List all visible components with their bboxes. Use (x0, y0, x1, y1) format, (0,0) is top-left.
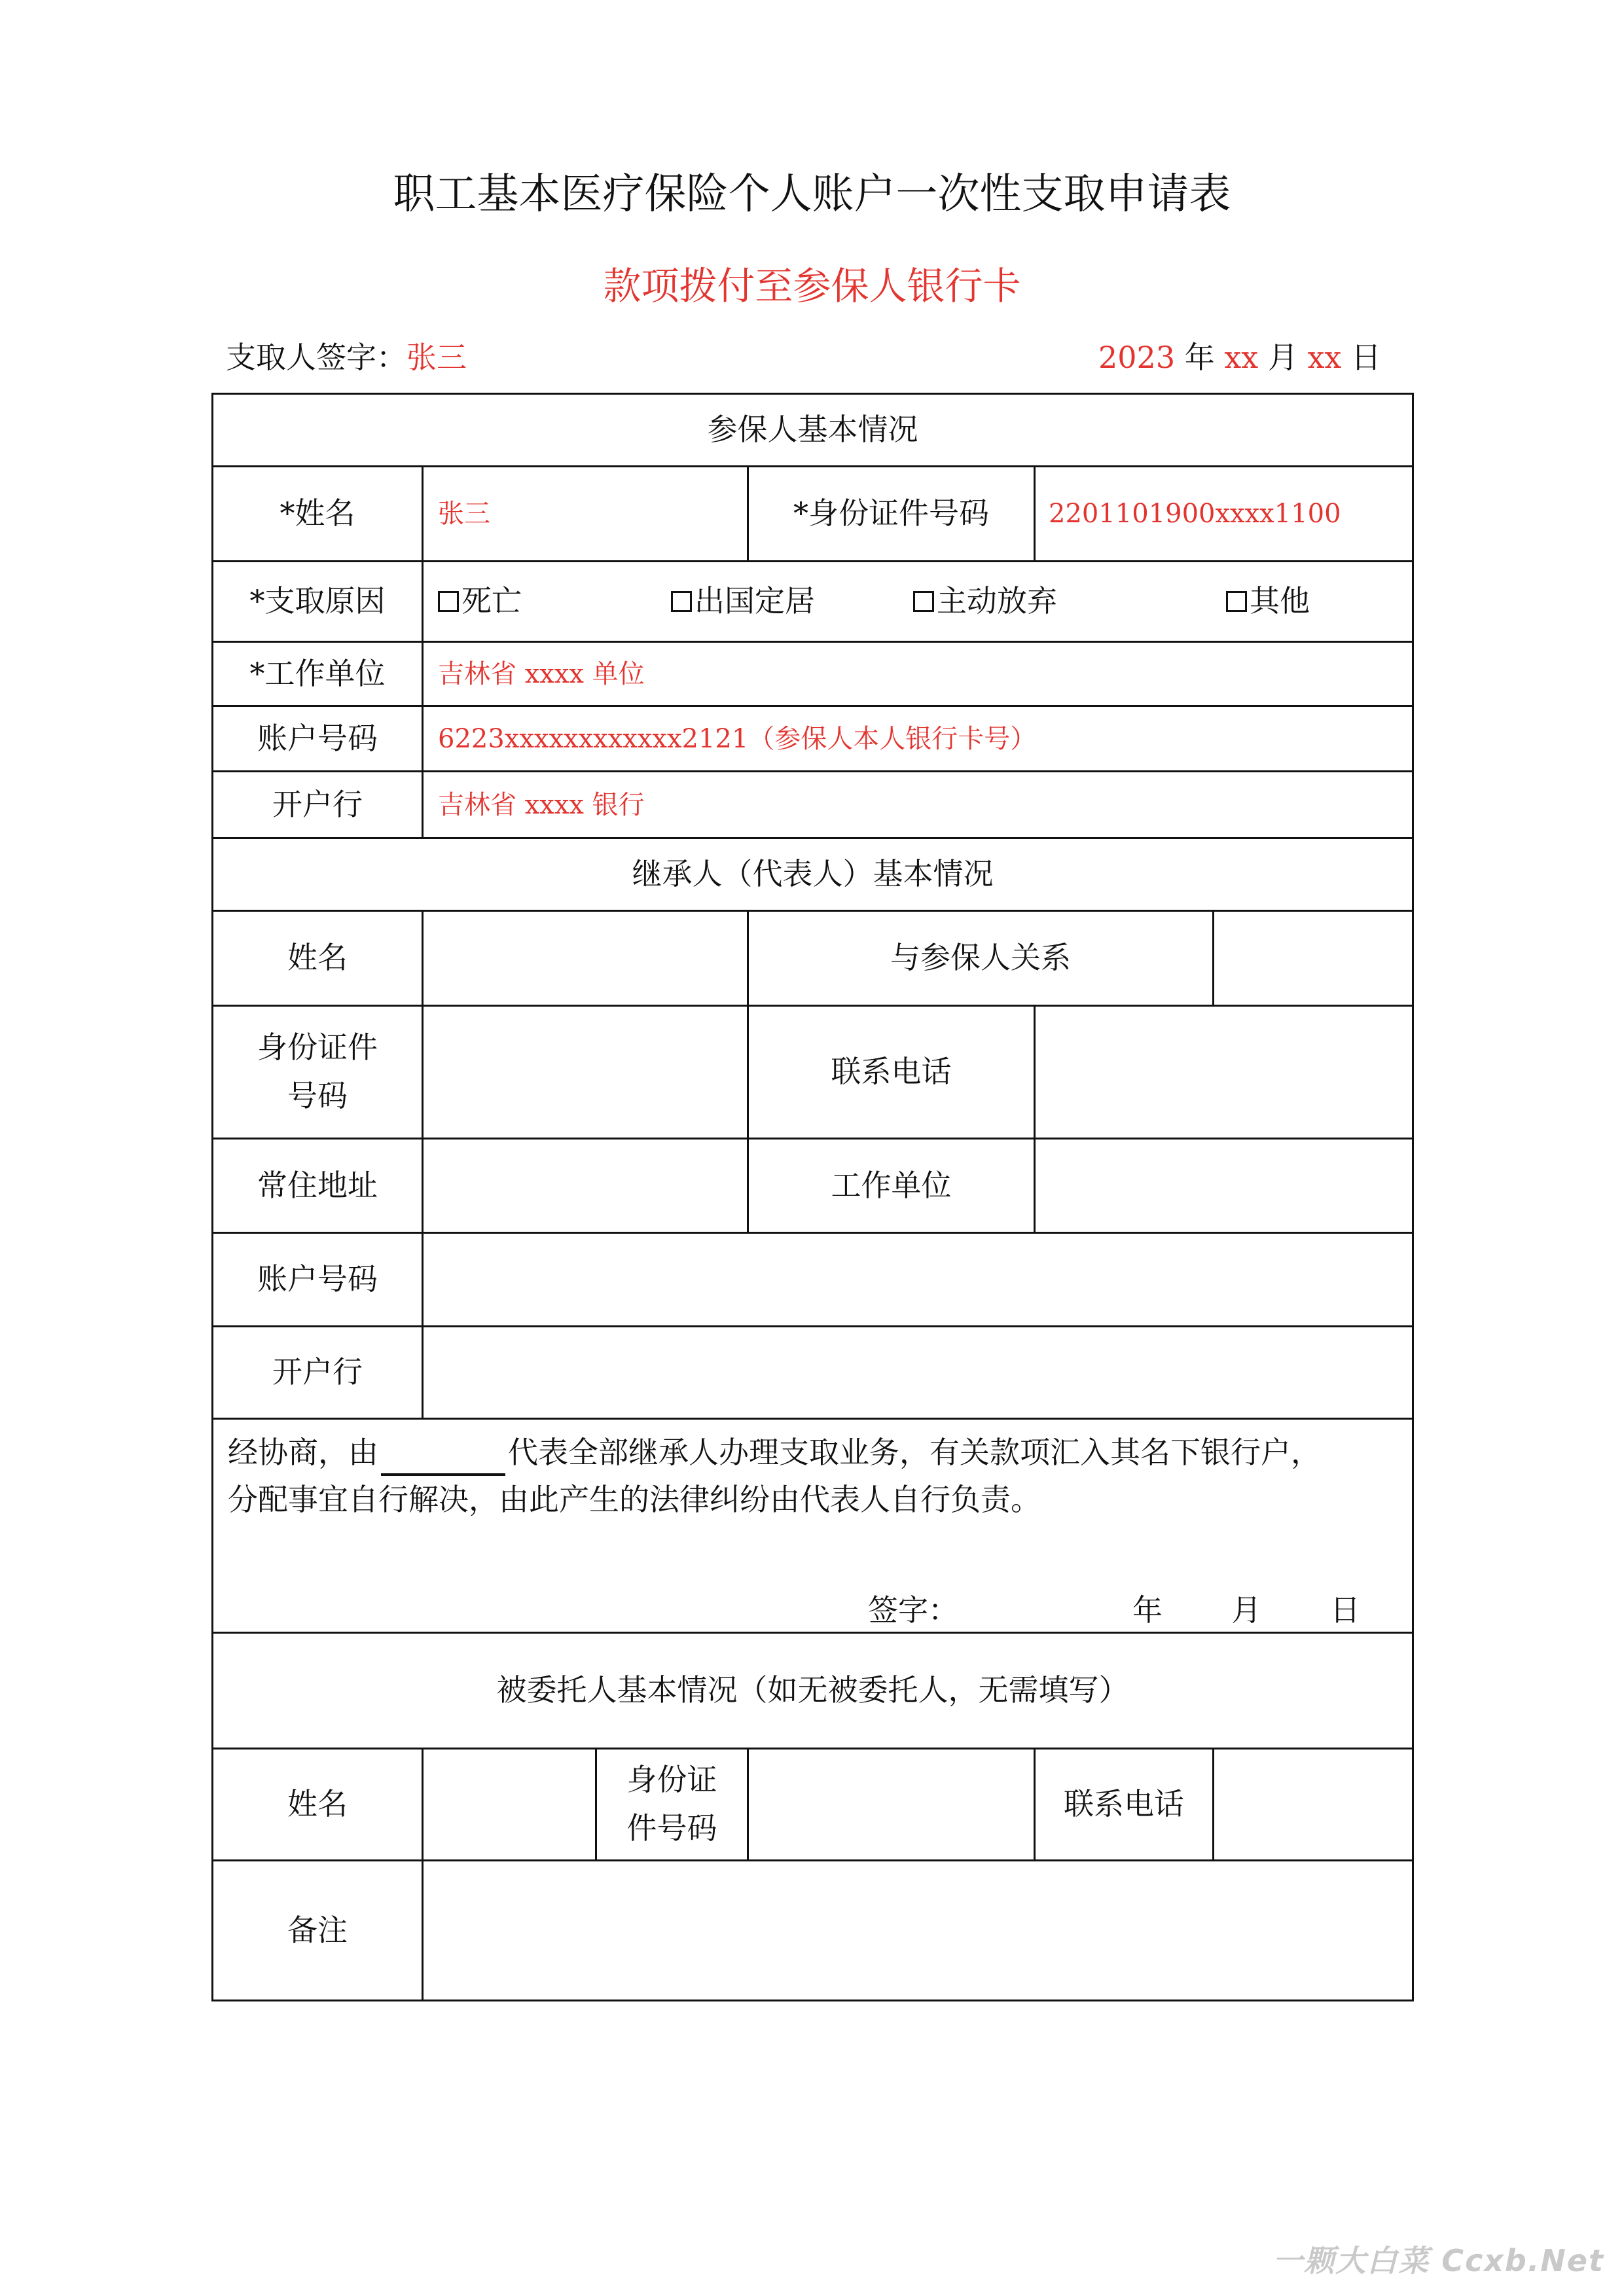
signer-label: 支取人签字： (226, 340, 406, 375)
heir-work-field[interactable] (1036, 1139, 1412, 1234)
reason-label: *支取原因 (213, 562, 424, 643)
heir-name-label: 姓名 (213, 912, 424, 1007)
insured-id-field[interactable]: 2201101900xxxx1100 (1036, 467, 1412, 562)
trustee-id-label-line2: 件号码 (626, 1810, 717, 1846)
bank-label: 开户行 (213, 772, 424, 839)
heir-id-label-line1: 身份证件 (257, 1030, 378, 1066)
watermark: 一颗大白菜 Ccxb.Net (1272, 2243, 1604, 2278)
date-day-value: xx (1307, 340, 1342, 375)
checkbox-icon[interactable] (671, 591, 692, 612)
reason-option-emigrate[interactable] (671, 562, 815, 641)
trustee-phone-field[interactable] (1214, 1749, 1412, 1861)
agreement-year-label: 年 (1132, 1592, 1163, 1628)
sign-date (1098, 334, 1381, 377)
signer-name: 张三 (406, 340, 467, 375)
signer-block (226, 334, 467, 377)
date-month-label: 月 (1267, 340, 1298, 375)
heir-id-field[interactable] (424, 1007, 749, 1139)
insured-id-label: *身份证件号码 (749, 467, 1036, 562)
heir-work-label: 工作单位 (749, 1139, 1036, 1234)
heir-name-field[interactable] (424, 912, 749, 1007)
application-form (211, 393, 1414, 2001)
bank-field[interactable]: 吉林省 xxxx 银行 (424, 772, 1412, 839)
date-day-label: 日 (1351, 340, 1381, 375)
heir-phone-field[interactable] (1036, 1007, 1412, 1139)
heir-bank-label: 开户行 (213, 1327, 424, 1420)
heir-phone-label: 联系电话 (749, 1007, 1036, 1139)
agreement-paragraph (213, 1420, 1412, 1634)
agreement-text-before: 经协商，由 (228, 1435, 378, 1470)
heir-relation-label: 与参保人关系 (749, 912, 1214, 1007)
agreement-day-label: 日 (1330, 1592, 1360, 1628)
heir-id-label-line2: 号码 (287, 1078, 348, 1113)
insured-name-label: *姓名 (213, 467, 424, 562)
trustee-phone-label: 联系电话 (1036, 1749, 1214, 1861)
heir-section-title: 继承人（代表人）基本情况 (213, 839, 1412, 912)
reason-option-label: 出国定居 (695, 583, 815, 619)
reason-option-label: 主动放弃 (937, 583, 1057, 619)
insured-section-title: 参保人基本情况 (213, 395, 1412, 467)
agreement-text-after: 代表全部继承人办理支取业务，有关款项汇入其名下银行户， (508, 1435, 1321, 1470)
agreement-line2: 分配事宜自行解决，由此产生的法律纠纷由代表人自行负责。 (228, 1482, 1041, 1517)
heir-address-field[interactable] (424, 1139, 749, 1234)
representative-blank[interactable] (381, 1441, 505, 1476)
reason-option-other[interactable] (1226, 562, 1310, 641)
form-subtitle: 款项拨付至参保人银行卡 (603, 264, 1021, 308)
agreement-month-label: 月 (1231, 1592, 1261, 1628)
reason-option-death[interactable] (438, 562, 522, 641)
remark-label: 备注 (213, 1861, 424, 2000)
date-year-value: 2023 (1098, 340, 1176, 375)
heir-address-label: 常住地址 (213, 1139, 424, 1234)
reason-options (424, 562, 1412, 643)
reason-option-label: 其他 (1250, 583, 1310, 619)
trustee-id-label-line1: 身份证 (626, 1762, 717, 1798)
trustee-id-field[interactable] (749, 1749, 1036, 1861)
reason-option-label: 死亡 (461, 583, 522, 619)
heir-relation-field[interactable] (1214, 912, 1412, 1007)
date-year-label: 年 (1184, 340, 1215, 375)
date-month-value: xx (1224, 340, 1259, 375)
trustee-name-field[interactable] (424, 1749, 597, 1861)
trustee-id-label (597, 1749, 749, 1861)
agreement-line1 (228, 1429, 1398, 1476)
form-title: 职工基本医疗保险个人账户一次性支取申请表 (393, 170, 1231, 219)
work-unit-label: *工作单位 (213, 643, 424, 707)
trustee-name-label: 姓名 (213, 1749, 424, 1861)
insured-name-field[interactable]: 张三 (424, 467, 749, 562)
agreement-sign-label: 签字： (868, 1592, 958, 1628)
checkbox-icon[interactable] (913, 591, 934, 612)
account-label: 账户号码 (213, 707, 424, 772)
heir-id-label (213, 1007, 424, 1139)
remark-field[interactable] (424, 1861, 1412, 2000)
account-field[interactable]: 6223xxxxxxxxxxxx2121（参保人本人银行卡号） (424, 707, 1412, 772)
heir-account-label: 账户号码 (213, 1234, 424, 1327)
trustee-section-title: 被委托人基本情况（如无被委托人，无需填写） (213, 1634, 1412, 1749)
work-unit-field[interactable]: 吉林省 xxxx 单位 (424, 643, 1412, 707)
reason-option-giveup[interactable] (913, 562, 1057, 641)
heir-bank-field[interactable] (424, 1327, 1412, 1420)
heir-account-field[interactable] (424, 1234, 1412, 1327)
checkbox-icon[interactable] (438, 591, 459, 612)
checkbox-icon[interactable] (1226, 591, 1247, 612)
